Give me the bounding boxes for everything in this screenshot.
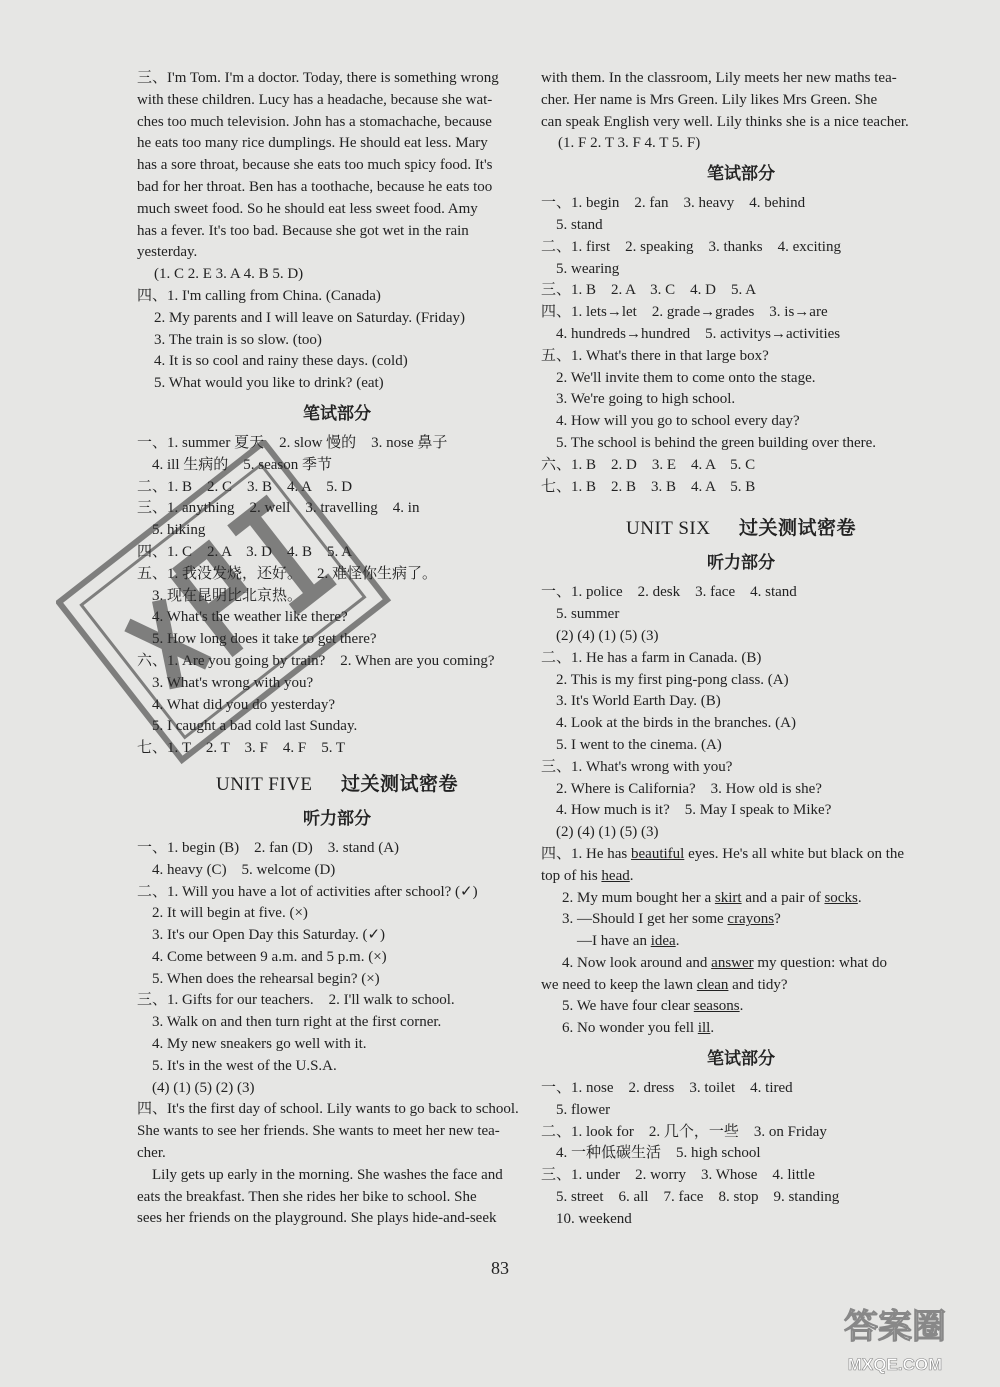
- written-line: 七、1. T 2. T 3. F 4. F 5. T: [137, 740, 346, 757]
- para3-line: he eats too many rice dumplings. He should eat less. Mary: [137, 135, 488, 152]
- dictation-line: [541, 866, 941, 888]
- listening-line: 3. Walk on and then turn right at the first corner.: [137, 1014, 442, 1031]
- written-line: 四、1. C 2. A 3. D 4. B 5. A: [137, 543, 353, 560]
- text: 5. We have four clear: [562, 998, 694, 1015]
- para3-line: bad for her throat. Ben has a toothache, because he eats too: [137, 178, 493, 195]
- unit-five-title: [137, 770, 537, 800]
- para3-line: has a sore throat, because she eats too much spicy food. It's: [137, 157, 493, 174]
- written-line: 一、1. summer 夏天 2. slow 慢的 3. nose 鼻子: [137, 434, 448, 451]
- section-four-line: 4. It is so cool and rainy these days. (cold): [154, 353, 408, 370]
- text: 4. Now look around and: [562, 954, 712, 971]
- underlined-word: seasons: [693, 998, 740, 1015]
- site-watermark-logo: [800, 1300, 990, 1380]
- written-line: 三、1. B 2. A 3. C 4. D 5. A: [541, 282, 757, 299]
- para3-line: with these children. Lucy has a headache, because she wat-: [137, 91, 493, 108]
- listening-line: 5. When does the rehearsal begin? (×): [137, 970, 380, 987]
- stamp-icon: [56, 440, 396, 770]
- text: 四、1. He has: [541, 845, 631, 862]
- written-line: 一、1. begin 2. fan 3. heavy 4. behind: [541, 195, 806, 212]
- dictation-line: [541, 953, 941, 975]
- listening-line: 一、1. begin (B) 2. fan (D) 3. stand (A): [137, 839, 400, 856]
- written-line: 5. stand: [541, 216, 603, 233]
- written-line: 一、1. nose 2. dress 3. toilet 4. tired: [541, 1080, 793, 1097]
- written-line: 三、1. anything 2. well 3. travelling 4. in: [137, 500, 420, 517]
- para3-line: much sweet food. So he should eat less sweet food. Amy: [137, 200, 478, 217]
- unit-six-en: UNIT SIX: [626, 518, 711, 540]
- written-line: 4. ill 生病的 5. season 季节: [137, 456, 332, 473]
- written-heading: 笔试部分: [707, 164, 775, 184]
- listening-line: (2) (4) (1) (5) (3): [541, 824, 659, 841]
- listening-line: 4. How much is it? 5. May I speak to Mike?: [541, 802, 832, 819]
- unit-five-cn: 过关测试密卷: [341, 773, 459, 795]
- unit-six-cn: 过关测试密卷: [738, 518, 856, 540]
- written-line: 10. weekend: [541, 1210, 632, 1227]
- written-line: 四、1. lets→let 2. grade→grades 3. is→are: [541, 304, 828, 321]
- para3-line: ches too much television. John has a stomachache, because: [137, 113, 492, 130]
- para-cont-line: can speak English very well. Lily thinks she is a nice teacher.: [541, 113, 909, 130]
- underlined-word: skirt: [714, 889, 742, 906]
- dictation-line: [541, 996, 941, 1018]
- written-line: 5. hiking: [137, 522, 206, 539]
- listening-line: 三、1. Gifts for our teachers. 2. I'll walk to school.: [137, 992, 455, 1009]
- listening-line: 4. heavy (C) 5. welcome (D): [137, 861, 336, 878]
- written-line: 三、1. under 2. worry 3. Whose 4. little: [541, 1167, 815, 1184]
- page-number: 83: [491, 1258, 509, 1278]
- text: 2. My mum bought her a: [562, 889, 715, 906]
- underlined-word: clean: [696, 976, 729, 993]
- written-line: 4. How will you go to school every day?: [541, 413, 800, 430]
- listening-line: 5. It's in the west of the U.S.A.: [137, 1057, 337, 1074]
- listening-line: (4) (1) (5) (2) (3): [137, 1079, 255, 1096]
- text: we need to keep the lawn: [541, 976, 697, 993]
- watermark-sub: MXQE.COM: [847, 1355, 943, 1374]
- underlined-word: idea: [650, 933, 676, 950]
- written-line: 5. The school is behind the green building over there.: [541, 434, 877, 451]
- written-line: 二、1. look for 2. 几个，一些 3. on Friday: [541, 1123, 827, 1140]
- written-line: 3. What's wrong with you?: [137, 674, 314, 691]
- answer-line: (1. C 2. E 3. A 4. B 5. D): [154, 266, 304, 283]
- listening-heading: 听力部分: [303, 808, 371, 828]
- listening-line: 2. It will begin at five. (×): [137, 905, 308, 922]
- para3-line: yesterday.: [137, 244, 198, 261]
- para4-line: She wants to see her friends. She wants to meet her new tea-: [137, 1123, 500, 1140]
- dictation-line: [541, 909, 941, 931]
- para4-line: cher.: [137, 1145, 166, 1162]
- written-line: 5. flower: [541, 1101, 611, 1118]
- written-line: 3. We're going to high school.: [541, 391, 736, 408]
- watermark-text: 答案圈: [844, 1308, 946, 1346]
- text: .: [739, 998, 744, 1015]
- written-line: 二、1. first 2. speaking 3. thanks 4. exciting: [541, 238, 841, 255]
- dictation-line: [541, 931, 941, 953]
- text: ?: [774, 911, 781, 928]
- text: .: [675, 933, 680, 950]
- written-line: 4. What did you do yesterday?: [137, 696, 336, 713]
- section-four-line: 3. The train is so slow. (too): [154, 331, 322, 348]
- listening-line: (2) (4) (1) (5) (3): [541, 627, 659, 644]
- para-cont-line: cher. Her name is Mrs Green. Lily likes Mrs Green. She: [541, 91, 878, 108]
- listening-line: 4. My new sneakers go well with it.: [137, 1036, 367, 1053]
- listening-line: 二、1. He has a farm in Canada. (B): [541, 649, 762, 666]
- text: .: [629, 867, 634, 884]
- text: top of his: [541, 867, 602, 884]
- text: 3. —Should I get her some: [562, 911, 728, 928]
- listening-line: 5. summer: [541, 606, 620, 623]
- para4-line: eats the breakfast. Then she rides her bike to school. She: [137, 1188, 477, 1205]
- section-four-line: 四、1. I'm calling from China. (Canada): [137, 287, 381, 304]
- listening-line: 3. It's our Open Day this Saturday. (✓): [137, 927, 386, 944]
- answer-line: (1. F 2. T 3. F 4. T 5. F): [558, 135, 701, 152]
- written-line: 5. How long does it take to get there?: [137, 631, 377, 648]
- text: —I have an: [577, 933, 651, 950]
- listening-line: 2. This is my first ping-pong class. (A): [541, 671, 789, 688]
- written-line: 4. 一种低碳生活 5. high school: [541, 1145, 761, 1162]
- listening-line: 5. I went to the cinema. (A): [541, 736, 722, 753]
- text: my question: what do: [753, 954, 887, 971]
- text: and tidy?: [728, 976, 788, 993]
- listening-line: 2. Where is California? 3. How old is she?: [541, 780, 822, 797]
- para-cont-line: with them. In the classroom, Lily meets her new maths tea-: [541, 70, 897, 86]
- underlined-word: ill: [697, 1020, 711, 1037]
- dictation-line: [541, 1018, 941, 1040]
- written-heading: 笔试部分: [303, 403, 371, 423]
- underlined-word: answer: [711, 954, 754, 971]
- text: 6. No wonder you fell: [562, 1020, 698, 1037]
- para4-line: Lily gets up early in the morning. She washes the face and: [137, 1166, 503, 1183]
- listening-line: 一、1. police 2. desk 3. face 4. stand: [541, 584, 797, 601]
- dictation-line: [541, 844, 941, 866]
- text: and a pair of: [741, 889, 825, 906]
- underlined-word: crayons: [727, 911, 775, 928]
- para4-line: 四、It's the first day of school. Lily wants to go back to school.: [137, 1101, 519, 1118]
- para4-line: sees her friends on the playground. She plays hide-and-seek: [137, 1210, 497, 1227]
- listening-line: 二、1. Will you have a lot of activities after school? (✓): [137, 883, 478, 900]
- written-line: 二、1. B 2. C 3. B 4. A 5. D: [137, 478, 353, 495]
- written-line: 五、1. 我没发烧，还好。 2. 难怪你生病了。: [137, 565, 438, 582]
- written-line: 5. street 6. all 7. face 8. stop 9. standing: [541, 1189, 840, 1206]
- para3-line: 三、I'm Tom. I'm a doctor. Today, there is something wrong: [137, 70, 499, 86]
- para3-line: has a fever. It's too bad. Because she got wet in the rain: [137, 222, 469, 239]
- listening-line: 4. Look at the birds in the branches. (A): [541, 715, 796, 732]
- written-line: 七、1. B 2. B 3. B 4. A 5. B: [541, 478, 756, 495]
- written-line: 六、1. Are you going by train? 2. When are you coming?: [137, 652, 495, 669]
- unit-six-title: [541, 514, 941, 544]
- written-line: 六、1. B 2. D 3. E 4. A 5. C: [541, 456, 756, 473]
- unit-five-en: UNIT FIVE: [215, 773, 313, 795]
- underlined-word: beautiful: [631, 845, 685, 862]
- underlined-word: head: [601, 867, 630, 884]
- listening-line: 三、1. What's wrong with you?: [541, 758, 733, 775]
- dictation-line: [541, 888, 941, 910]
- right-column: [541, 68, 941, 1231]
- listening-line: 4. Come between 9 a.m. and 5 p.m. (×): [137, 948, 387, 965]
- text: eyes. He's all white but black on the: [684, 845, 905, 862]
- section-four-line: 2. My parents and I will leave on Saturday. (Friday): [154, 309, 466, 326]
- written-line: 4. hundreds→hundred 5. activitys→activities: [541, 325, 841, 342]
- underlined-word: socks: [824, 889, 858, 906]
- written-line: 5. I caught a bad cold last Sunday.: [137, 718, 358, 735]
- written-line: 2. We'll invite them to come onto the stage.: [541, 369, 816, 386]
- written-line: 5. wearing: [541, 260, 620, 277]
- written-line: 4. What's the weather like there?: [137, 609, 348, 626]
- listening-heading: 听力部分: [707, 553, 775, 573]
- text: .: [710, 1020, 715, 1037]
- written-line: 3. 现在昆明比北京热。: [137, 587, 303, 604]
- section-four-line: 5. What would you like to drink? (eat): [154, 375, 384, 392]
- written-heading: 笔试部分: [707, 1049, 775, 1069]
- text: .: [857, 889, 862, 906]
- dictation-line: [541, 975, 941, 997]
- listening-line: 3. It's World Earth Day. (B): [541, 693, 721, 710]
- written-line: 五、1. What's there in that large box?: [541, 347, 769, 364]
